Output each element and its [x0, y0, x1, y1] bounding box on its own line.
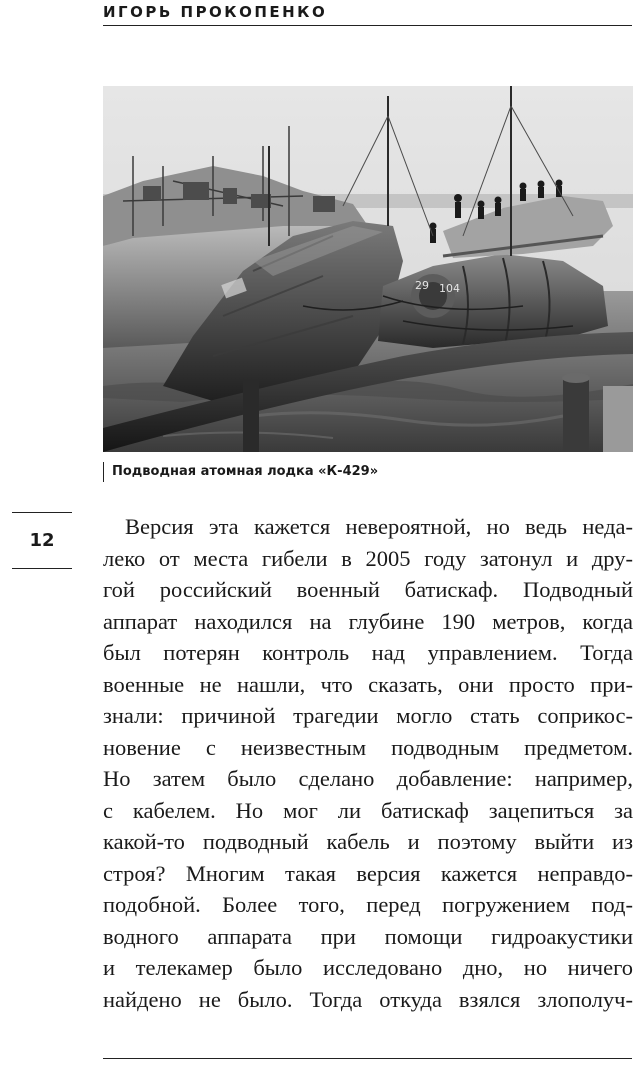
text-line: был потерян контроль над управлением. Тогда — [103, 640, 633, 665]
text-line: Но затем было сделано добавление: например, — [103, 766, 633, 791]
page-number: 12 — [29, 530, 55, 551]
text-line: леко от места гибели в 2005 году затонул и дру- — [103, 545, 633, 571]
text-line: какой-то подводный кабель и поэтому выйти из — [103, 829, 633, 854]
hull-marking-29: 29 — [415, 279, 429, 292]
text-line: гой российский военный батискаф. Подводный — [103, 577, 633, 602]
page-number-rule-top — [12, 512, 72, 513]
text-line: водного аппарата при помощи гидроакустики — [103, 923, 633, 949]
text-line: аппарат находился на глубине 190 метров, когда — [103, 608, 633, 634]
text-line: Версия эта кажется невероятной, но ведь неда- — [125, 514, 633, 539]
header-rule — [103, 25, 632, 26]
text-line: с кабелем. Но мог ли батискаф зацепиться за — [103, 797, 633, 823]
text-line: военные не нашли, что сказать, они просто при- — [103, 671, 633, 697]
railing-post — [243, 381, 259, 452]
page-number-rule-bottom — [12, 568, 72, 569]
hull-marking-104: 104 — [439, 282, 460, 295]
text-line: новение с неизвестным подводным предметом. — [103, 734, 633, 760]
text-line: подобной. Более того, перед погружением под- — [103, 892, 633, 917]
text-line: знали: причиной трагедии могло стать соприкос- — [103, 703, 633, 728]
submarine-photo — [103, 86, 633, 452]
text-line: и телекамер было исследовано дно, но ничего — [103, 955, 633, 980]
running-head: ИГОРЬ ПРОКОПЕНКО — [103, 3, 328, 21]
footer-rule — [103, 1058, 632, 1059]
figure-caption: Подводная атомная лодка «К-429» — [103, 462, 378, 482]
body-paragraph — [103, 511, 633, 1015]
text-line: найдено не было. Тогда откуда взялся злополуч- — [103, 986, 633, 1012]
text-line: строя? Многим такая версия кажется неправдо- — [103, 860, 633, 886]
